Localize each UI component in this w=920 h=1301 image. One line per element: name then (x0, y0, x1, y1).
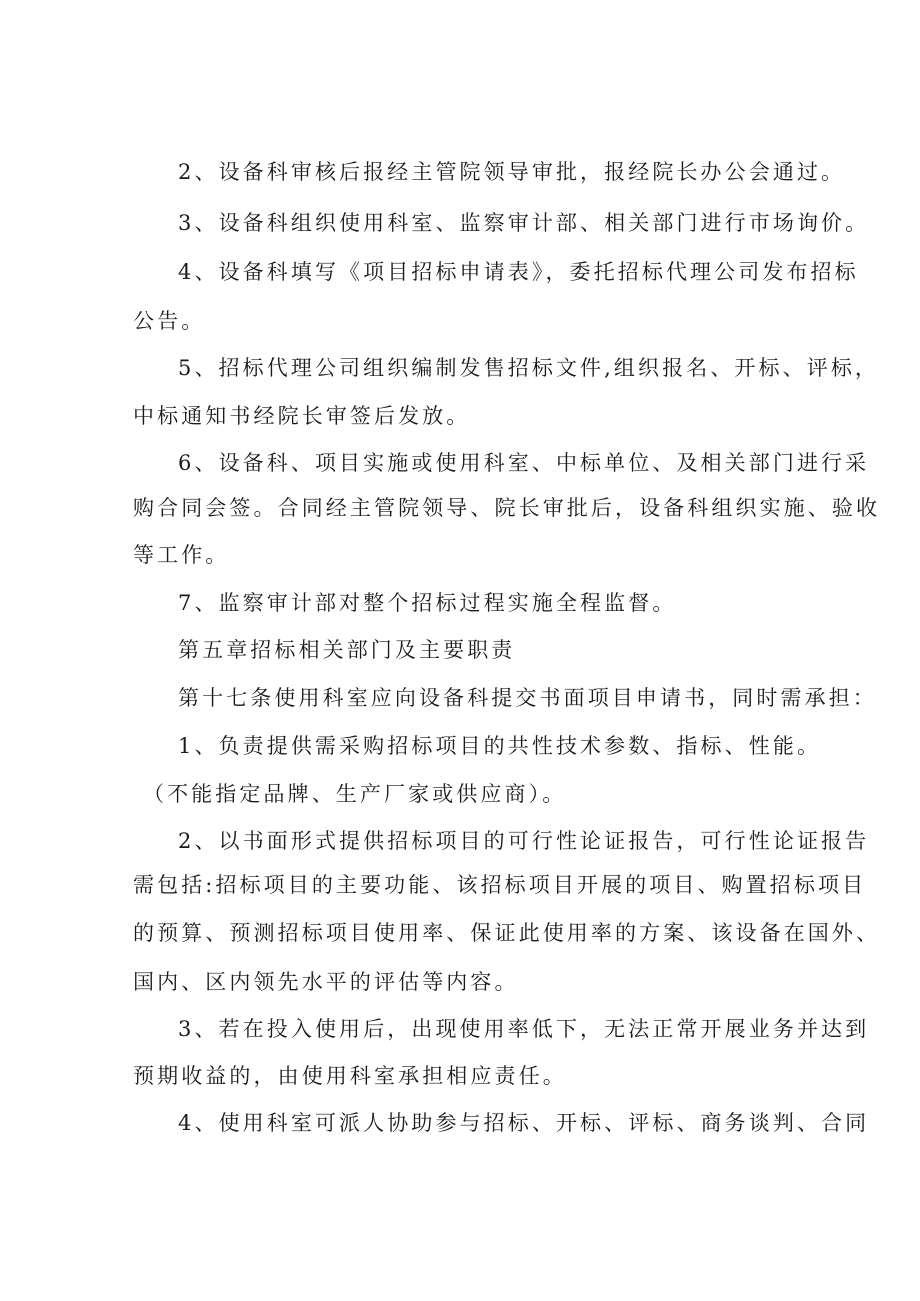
paragraph-line: 的预算、预测招标项目使用率、保证此使用率的方案、该设备在国外、 (133, 921, 881, 945)
paragraph-line: 需包括:招标项目的主要功能、该招标项目开展的项目、购置招标项目 (133, 873, 867, 897)
paragraph-line: （不能指定品牌、生产厂家或供应商）。 (143, 782, 567, 806)
paragraph-line: 3、设备科组织使用科室、监察审计部、相关部门进行市场询价。 (178, 211, 870, 235)
paragraph-line: 4、使用科室可派人协助参与招标、开标、评标、商务谈判、合同 (178, 1111, 870, 1135)
chapter-heading: 第五章招标相关部门及主要职责 (178, 638, 516, 662)
paragraph-line: 2、设备科审核后报经主管院领导审批，报经院长办公会通过。 (178, 160, 846, 184)
paragraph-line: 预期收益的，由使用科室承担相应责任。 (133, 1064, 567, 1088)
paragraph-line: 4、设备科填写《项目招标申请表》，委托招标代理公司发布招标 (178, 260, 859, 284)
paragraph-line: 公告。 (133, 309, 206, 333)
paragraph-line: 等工作。 (133, 543, 230, 567)
paragraph-line: 购合同会签。合同经主管院领导、院长审批后，设备科组织实施、验收 (133, 496, 881, 520)
paragraph-line: 7、监察审计部对整个招标过程实施全程监督。 (178, 591, 677, 615)
paragraph-line: 国内、区内领先水平的评估等内容。 (133, 970, 519, 994)
paragraph-line: 5、招标代理公司组织编制发售招标文件,组织报名、开标、评标， (178, 356, 880, 380)
paragraph-line: 1、负责提供需采购招标项目的共性技术参数、指标、性能。 (178, 734, 822, 758)
article-heading: 第十七条使用科室应向设备科提交书面项目申请书，同时需承担： (178, 686, 877, 710)
paragraph-line: 3、若在投入使用后，出现使用率低下，无法正常开展业务并达到 (178, 1017, 870, 1041)
paragraph-line: 中标通知书经院长审签后发放。 (133, 404, 471, 428)
paragraph-line: 2、以书面形式提供招标项目的可行性论证报告，可行性论证报告 (178, 829, 870, 853)
paragraph-line: 6、设备科、项目实施或使用科室、中标单位、及相关部门进行采 (178, 451, 870, 475)
